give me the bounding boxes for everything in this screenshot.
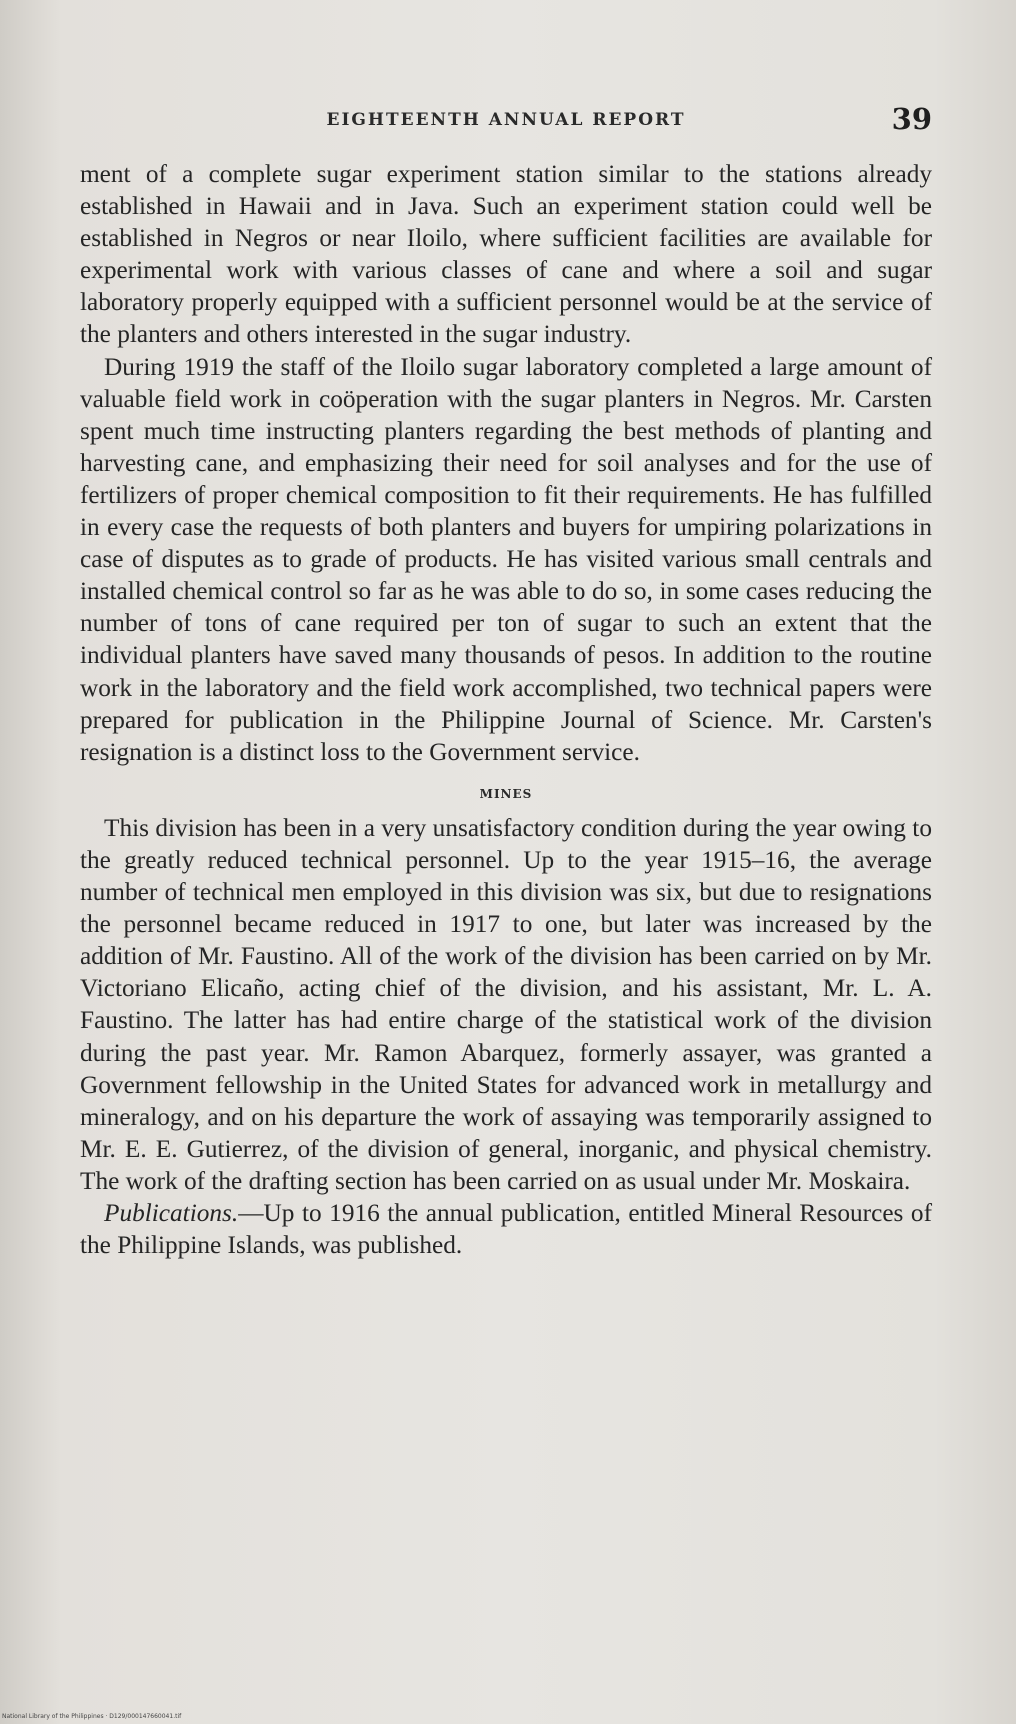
- paragraph-iloilo-laboratory: During 1919 the staff of the Iloilo sugar laboratory completed a large amount of valuable field work in coöperation with the sugar planters in Negros. Mr. Carsten spent much time instructing planters regarding the best methods of planting and harvesting cane, and emphasizing their need for soil analyses and for the use of fertilizers of proper chemical composition to fit their requirements. He has fulfilled in every case the requests of both planters and buyers for umpiring polarizations in case of disputes as to grade of products. He has visited various small centrals and installed chemical control so far as he was able to do so, in some cases reducing the number of tons of cane required per ton of sugar to such an extent that the individual planters have saved many thousands of pesos. In addition to the routine work in the laboratory and the field work accomplished, two technical papers were prepared for publication in the Philippine Journal of Science. Mr. Carsten's resignation is a distinct loss to the Government service.: [80, 352, 932, 766]
- paragraph-publications: [80, 1197, 932, 1261]
- running-title: EIGHTEENTH ANNUAL REPORT: [326, 110, 686, 130]
- paragraph-sugar-station: ment of a complete sugar experiment station similar to the stations already established in Hawaii and in Java. Such an experiment station could well be established in Negros or near Iloilo, where sufficient facilities are available for experimental work with various classes of cane and where a soil and sugar laboratory properly equipped with a sufficient personnel would be at the service of the planters and others interested in the sugar industry.: [80, 160, 932, 349]
- publications-lead: Publications.: [104, 1199, 239, 1227]
- page-number: 39: [891, 102, 932, 136]
- scan-footer-note: National Library of the Philippines · D129/000147660041.tif: [2, 1713, 182, 1720]
- page-header: [80, 102, 932, 142]
- paragraph-mines-division: This division has been in a very unsatisfactory condition during the year owing to the greatly reduced technical personnel. Up to the year 1915–16, the average number of technical men employed in this division was six, but due to resignations the personnel became reduced in 1917 to one, but later was increased by the addition of Mr. Faustino. All of the work of the division has been carried on by Mr. Victoriano Elicaño, acting chief of the division, and his assistant, Mr. L. A. Faustino. The latter has had entire charge of the statistical work of the division during the past year. Mr. Ramon Abarquez, formerly assayer, was granted a Government fellowship in the United States for advanced work in metallurgy and mineralogy, and on his departure the work of assaying was temporarily assigned to Mr. E. E. Gutierrez, of the division of general, inorganic, and physical chemistry. The work of the drafting section has been carried on as usual under Mr. Moskaira.: [80, 813, 932, 1195]
- publications-text: —Up to 1916 the annual publication, entitled Mineral Resources of the Philippine Islands, was published.: [80, 1199, 932, 1260]
- section-heading-mines: MINES: [479, 786, 533, 801]
- body-text: [80, 158, 932, 1261]
